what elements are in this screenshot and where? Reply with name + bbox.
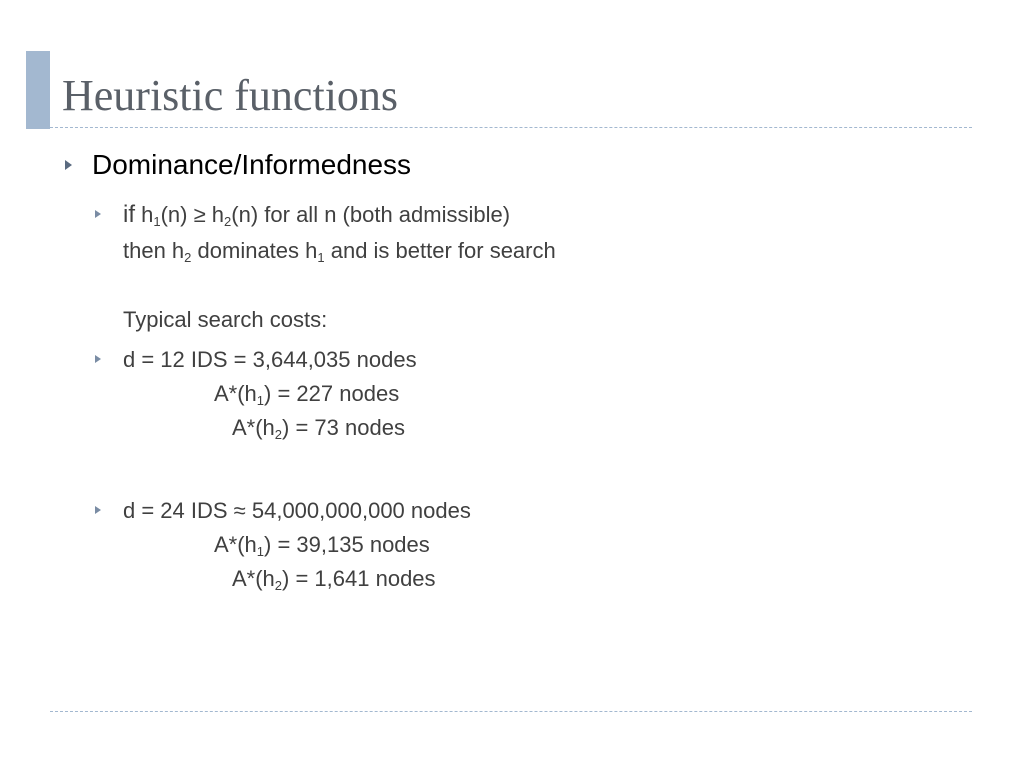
consequence-part3: and is better for search	[324, 238, 556, 263]
triangle-right-icon	[95, 506, 101, 514]
triangle-right-icon	[65, 160, 72, 170]
dominance-condition	[123, 202, 510, 228]
dominance-heading: Dominance/Informedness	[92, 149, 412, 180]
condition-tail: (n) for all n (both admissible)	[231, 202, 511, 227]
consequence-part1: then h	[123, 238, 185, 263]
consequence-sub1: 1	[317, 250, 325, 265]
consequence-part2: dominates h	[191, 238, 318, 263]
condition-if: if	[123, 201, 135, 228]
condition-h1-sub: 1	[153, 214, 161, 229]
d24-a1-sub: 1	[256, 544, 265, 559]
condition-mid: (n)	[160, 202, 194, 227]
title-divider	[50, 127, 972, 128]
consequence-sub2: 2	[184, 250, 192, 265]
case-d24-ids: d = 24 IDS ≈ 54,000,000,000 nodes	[123, 498, 471, 523]
case-d24-astar-h1	[214, 532, 430, 558]
title-accent-bar	[26, 51, 50, 129]
footer-divider	[50, 711, 972, 712]
d12-a2-pre: A*(h	[232, 415, 275, 440]
slide-title: Heuristic functions	[62, 71, 399, 120]
d12-a1-sub: 1	[256, 393, 265, 408]
dominance-consequence	[123, 238, 556, 264]
d12-a2-sub: 2	[274, 427, 283, 442]
case-d24-astar-h2	[232, 566, 436, 592]
d24-a2-pre: A*(h	[232, 566, 275, 591]
d24-a1-post: ) = 39,135 nodes	[264, 532, 430, 557]
condition-h2: h	[205, 202, 225, 227]
d24-a1-pre: A*(h	[214, 532, 257, 557]
d12-a1-post: ) = 227 nodes	[264, 381, 400, 406]
condition-h2-sub: 2	[224, 214, 232, 229]
d24-a2-post: ) = 1,641 nodes	[282, 566, 436, 591]
d24-a2-sub: 2	[274, 578, 283, 593]
condition-relation: ≥	[193, 202, 206, 227]
case-d12-ids: d = 12 IDS = 3,644,035 nodes	[123, 347, 417, 372]
triangle-right-icon	[95, 355, 101, 363]
case-d12-astar-h1	[214, 381, 399, 407]
condition-h1: h	[141, 202, 154, 227]
case-d12-astar-h2	[232, 415, 405, 441]
d12-a2-post: ) = 73 nodes	[282, 415, 405, 440]
triangle-right-icon	[95, 210, 101, 218]
costs-heading: Typical search costs:	[123, 307, 328, 332]
d12-a1-pre: A*(h	[214, 381, 257, 406]
